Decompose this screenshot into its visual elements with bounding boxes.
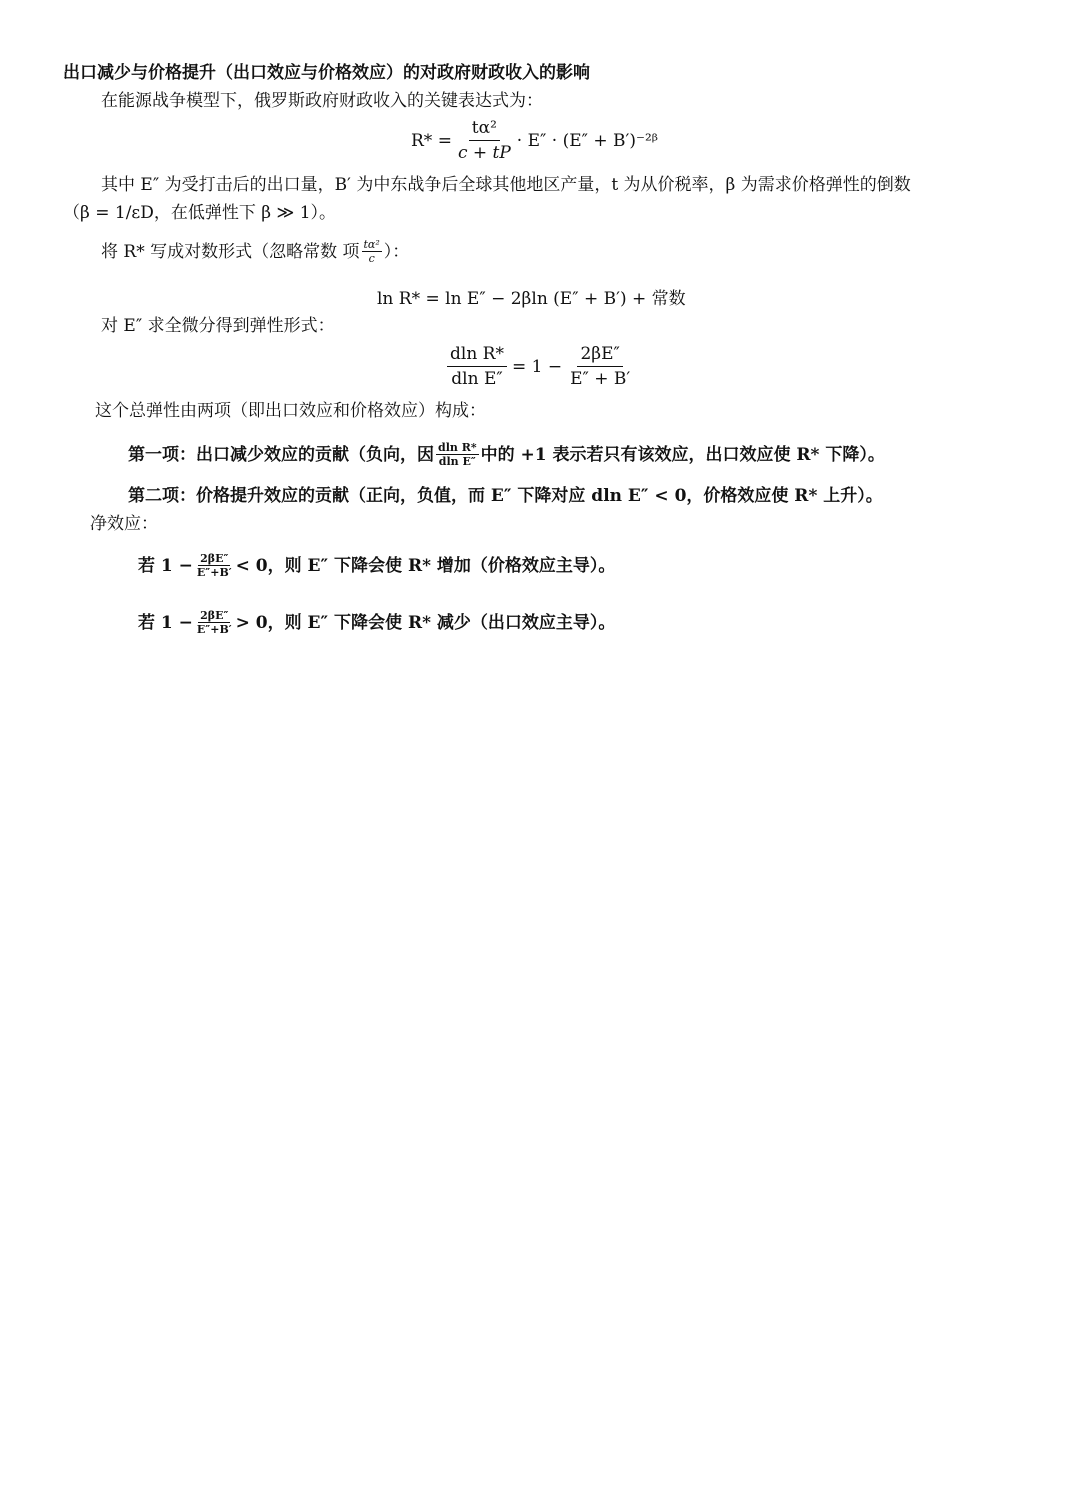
two-terms-intro: 这个总弹性由两项（即出口效应和价格效应）构成： [95,401,486,421]
case1-fraction [195,552,234,579]
eq1-numerator: tα² [469,118,500,141]
eq1-denominator: c + tP [457,143,511,163]
eq1-fraction [455,118,514,163]
differential-intro: 对 E″ 求全微分得到弹性形式： [101,316,335,336]
eq3-right-fraction [567,344,633,389]
case2-text-pre: 若 1 − [138,612,193,633]
case1-numerator: 2βE″ [200,552,229,565]
log-intro-text: 将 R* 写成对数形式（忽略常数 项 [101,241,360,262]
term1-denominator: dln E″ [438,455,476,468]
case2-fraction [195,609,234,636]
term1-text-post: 中的 +1 表示若只有该效应，出口效应使 R* 下降）。 [480,444,885,465]
case1-text-pre: 若 1 − [138,555,193,576]
eq1-lhs: R* = [411,130,452,151]
eq3-mid: = 1 − [511,356,563,377]
eq3-left-fraction [447,344,507,389]
term1-fraction [436,441,479,468]
term1-numerator: dln R* [438,441,477,454]
log-intro-close: ）： [383,241,410,262]
case1-denominator: E″+B′ [196,566,232,579]
intro-paragraph: 在能源战争模型下，俄罗斯政府财政收入的关键表达式为： [101,91,543,111]
eq1-rhs: · E″ · (E″ + B′)⁻²ᵝ [516,130,658,151]
log-intro-numerator: tα² [363,238,380,251]
net-effect-label: 净效应： [90,514,158,534]
case2-text-post: > 0，则 E″ 下降会使 R* 减少（出口效应主导）。 [235,612,616,633]
term1-text-pre: 第一项：出口减少效应的贡献（负向，因 [128,444,434,465]
case2-denominator: E″+B′ [196,623,232,636]
case1-text-post: < 0，则 E″ 下降会使 R* 增加（价格效应主导）。 [235,555,616,576]
case1-paragraph [138,552,615,579]
log-intro-fraction [362,238,382,265]
eq3-right-denominator: E″ + B′ [570,369,631,389]
log-form-intro [101,238,409,265]
eq3-left-numerator: dln R* [447,344,507,367]
eq3-right-numerator: 2βE″ [577,344,622,367]
equation-elasticity [444,344,636,389]
equation-revenue [411,118,658,163]
term2-paragraph: 第二项：价格提升效应的贡献（正向，负值，而 E″ 下降对应 dln E″ < 0，价格效应使 R* 上升）。 [128,486,883,506]
case2-paragraph [138,609,615,636]
log-intro-denominator: c [368,252,375,265]
section-heading: 出口减少与价格提升（出口效应与价格效应）的对政府财政收入的影响 [63,63,590,83]
term1-paragraph [128,441,885,468]
eq3-left-denominator: dln E″ [451,369,503,389]
definitions-line-1: 其中 E″ 为受打击后的出口量，B′ 为中东战争后全球其他地区产量，t 为从价税率，β 为需求价格弹性的倒数 [101,175,911,195]
definitions-line-2: （β = 1/εD，在低弹性下 β ≫ 1）。 [63,203,337,223]
equation-log: ln R* = ln E″ − 2βln (E″ + B′) + 常数 [377,289,686,309]
case2-numerator: 2βE″ [200,609,229,622]
